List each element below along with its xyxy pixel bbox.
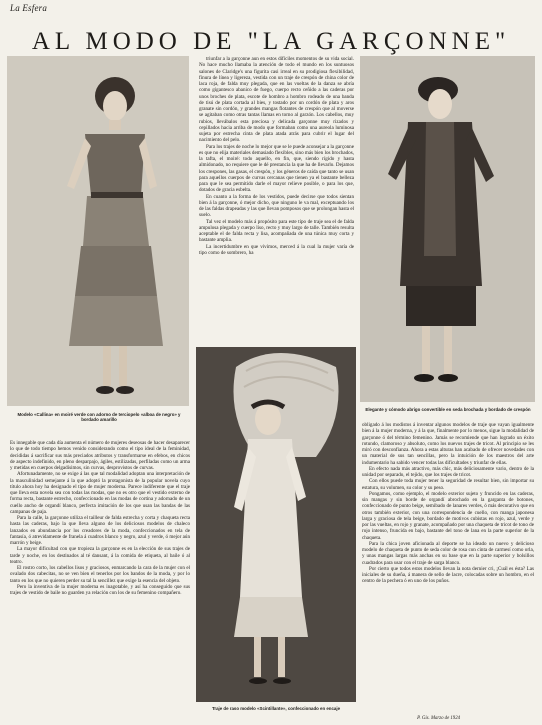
- paragraph: Pongamos, como ejemplo, el modelo exterior sujeto y fruncido en las caderas, sin mangas y sin borde de organdí abrochado en la garganta de botones, confeccionado de punto beige, semibado de lanares verdes, ó más decorativo que en otros también exterior, con una correspondencia de cuello, con manga japonesa larga y graciosa de tela beige, bordado de motivos cubistas en rojo, azul, verde y por las vueltas, en rojo y granate, acompañado por una chaqueta de tricot de tono de rojo intenso, fruncida en bajo, bastante del tono de lana en la parte superior de la chaqueta.: [362, 490, 534, 541]
- paragraph: Para los trajes de noche lo mejor que se le puede aconsejar a la garçonne es que no elija materiales demasiado flexibles, sino más bien los brochados, la tafta, el moiré: todo aquello, en fin, que, siendo rígido y hasta almidonado, no requiere que le dé prestancia la que ha de llevarlo. Dejamos los crespones, las gasas, el crespón, y los géneros de caída que tanto se usan para aquellos cuerpos de curvas cercanas que tienen ya el bastante belleza para que le sea permitido darle el mayor relieve posible, o para los que, dotados de gracia esbelta.: [199, 143, 354, 194]
- paragraph: Para la chica joven aficionada al deporte se ha ideado un nuevo y delicioso modelo de chaqueta de punto de seda color de rosa con cinta de carmesí como orla, y unas mangas largas más anchas en su base que en la parte superior y bolsillos cuadrados para usar con el traje de sarga blanco.: [362, 540, 534, 566]
- photo-right-model: [360, 56, 535, 402]
- caption-left-photo: Modelo «Callina» en moiré verde con adorno de terciopelo «alboa de negro» y bordado amarillo: [17, 412, 181, 423]
- article-column-middle-top: [199, 56, 354, 340]
- woman-in-tiered-dress-illustration: [7, 56, 189, 406]
- woman-in-coat-illustration: [360, 56, 535, 402]
- woman-with-fan-illustration: [196, 347, 356, 702]
- masthead: La Esfera: [10, 3, 48, 13]
- paragraph: obligado á los modistos á inventar algunos modelos de traje que vayan igualmente bien á la mujer moderna, y á la que, finalmente por lo menos, sigue la modalidad de garçonne ó del término femenino. Jamás se recomiende que han logrado un éxito rotundo, clamoroso y absoluto, como los nuevos trajes de tricot. Al principio se les miró con desconfianza. Ahora a estas alturas han acabado de ofrecer novedades con un material de sus tan sencillas, pero la intuición de los maestros del arte indumentario ha sabido vencer todas las dificultades y triunfar de ellas.: [362, 422, 534, 466]
- author-signature: P. Gis. Marzo de 1924: [417, 716, 460, 721]
- caption-center-photo: Traje de raso modelo «Scintillante», confeccionado en encaje: [211, 706, 341, 711]
- paragraph: Afortunadamente, no se exige á las que tal modalidad adoptan una interpretación de la masculinidad semejante á la que adoptó la protagonista de la popular novela cuyo título ahora hoy ha designado el tipo de mujer moderna. Parece indiferente que el traje que lleva esta novela sea con todas las modas, que no es otro que el vestido externo de forma recta, bastante estrecho, confeccionado en las modas de cortina y adornado de un cuello ancho de organdí blanco, perfecta imitación de los que usan las bandas de las campanas de paja.: [10, 471, 190, 515]
- paragraph: triunfar a la garçonne aun en estos difíciles momentos de su vida social. No hace mucho llamaba la atención de todo el mundo en los suntuosos salones de Claridge's una figurita casi irreal en su prodigiosa flexibilidad, finura de línea y ligereza, vestida con un traje de crespón de china color de laca roja, de falda muy plegada, que en las vueltas de la danza se abría como gigantesco abanico de fuego, cuerpo recto ceñido a las caderas por unos broches de plata, escote de hombro a hombro rodeado de una banda de tisú de plata cortada al bies, y tostado por un cordón de plata y aros granate sin cordón, y grandes mangas flotantes de crespón que al moverse se agitaban como otras tantas llamas en torno al garzón. Los cabellos, muy rubios, llevábalos esta preciosa y delicada garçonne muy rizados y cepillados hacia arriba de modo que formaban como una aureola luminosa sujeta por estrecha cinta de plata atada atrás para cubrir el lugar del nacimiento del pelo.: [199, 56, 354, 144]
- headline: AL MODO DE "LA GARÇONNE": [31, 28, 511, 55]
- paragraph: Con ellos puede toda mujer tener la seguridad de resultar bien, sin importar su estatura, su volumen, su color y su peso.: [362, 478, 534, 491]
- paragraph: El rostro corto, los cabellos lisos y graciosos, enmarcando la cara de la mujer con el ovalado dos cabecitas, no se ven bien el tenerlos por los bandos de la moda, y por lo tanto en los que no quieren perder su tal la sencillez que exige la esencia del objeto.: [10, 565, 190, 584]
- paragraph: Tal vez el modelo más á propósito para este tipo de traje sea el de falda ampulosa plegada y cuerpo liso, recto y muy largo de talle. También resulta aceptable el de falda recta y lisa, acompañada de una túnica muy corta y bastante amplia.: [199, 218, 354, 244]
- photo-left-model: [7, 56, 189, 406]
- article-column-left-bottom: [10, 440, 190, 712]
- paragraph: Para la calle, la garçonne utiliza el tailleur de falda estrecha y corta y chaqueta recta hasta las caderas, bajo la que lleva alguno de los deliciosos modelos de chaleco lanzados en abundancia por los creadores de la moda, confeccionados en tela de fantasía, ó atrevidamente de franela á cuadros blanco y negro, azul y verde, ó mejor aún marrón y beige.: [10, 515, 190, 546]
- paragraph: Por cierto que todos estos modelos llevan la nota dernier cri, ¡Cuál es ésta? Las iniciales de su dueña, á manera de sello de lacre, colocadas sobre un hombro, en el centro de la pechera ó en uno de los puños.: [362, 565, 534, 585]
- article-column-right-bottom: [362, 422, 534, 712]
- paragraph: La mayor dificultad con que tropieza la garçonne es en la elección de sus trajes de tarde y noche, en los destinados al té dansant, á la comida de etiqueta, al baile ó al teatro.: [10, 546, 190, 565]
- photo-center-model: [196, 347, 356, 702]
- paragraph: Pero la inventiva de la mujer moderna es inagotable, y así ha conseguido que sus trajes de vestido de baile no guarden ya relación con los de su femenino compañero.: [10, 583, 190, 596]
- paragraph-opening: Es innegable que cada día aumenta el número de mujeres deseosas de hacer desaparecer lo que de todo tiempo hemos venido considerando como el tipo ideal de la feminidad, decididas á sacrificar sus más preciados atributos y transformarse en efebos, en chicos de aspecto indefinido, en pleno desparpajo, ágiles, estilizadas, perfiladas como un arma y metidas en cuerpos delgadísimos, sin curvas, desprovistos de curvas.: [10, 440, 190, 471]
- paragraph: La incertidumbre en que vivimos, merced á la cual la mujer varía de tipo como de sombrero, ha: [199, 243, 354, 256]
- caption-right-photo: Elegante y cómodo abrigo convertible en seda brochada y bordado de crespón: [365, 407, 531, 412]
- paragraph: En cuanto a la forma de los vestidos, puede decirse que todos sientan bien á la garçonne, ó mejor dicho, que ninguno le va mal, exceptuando los de las faldas drapeadas y las que llevan pomposos que se prolongan hasta el suelo.: [199, 193, 354, 219]
- paragraph: En efecto nada más atractivo, más chic, más deliciosamente vario, dentro de la unidad por separado, el tejido, que los trajes de tricot.: [362, 465, 534, 478]
